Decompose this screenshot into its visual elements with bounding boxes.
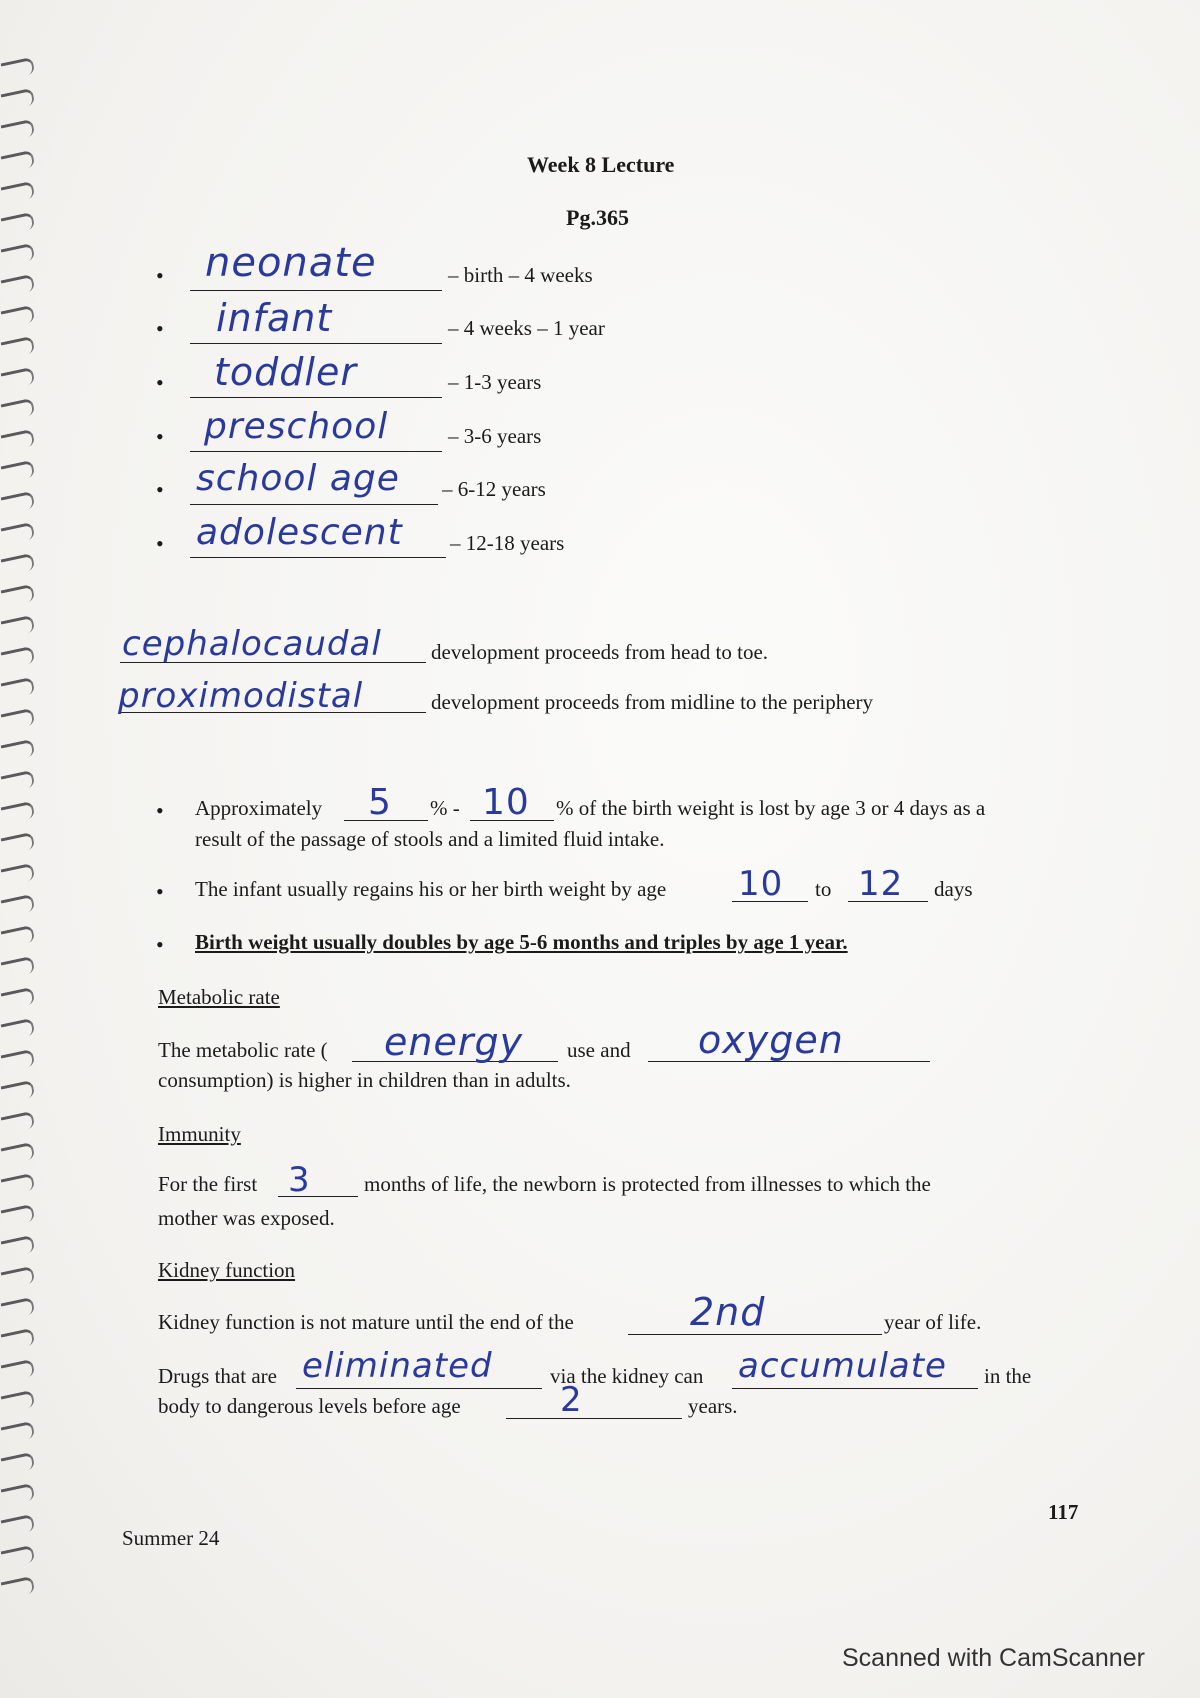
- weight-text: % of the birth weight is lost by age 3 or 4 days as a: [556, 796, 986, 820]
- handwritten-answer: preschool: [204, 406, 389, 447]
- handwritten-answer: 10: [738, 864, 784, 904]
- spiral-ring: [1, 677, 36, 700]
- spiral-ring: [1, 336, 36, 359]
- handwritten-answer: 2nd: [690, 1290, 766, 1334]
- bullet: •: [156, 424, 164, 449]
- immunity-text: For the first: [158, 1172, 258, 1196]
- page-title: Week 8 Lecture: [527, 152, 675, 177]
- spiral-ring: [1, 150, 36, 173]
- page-reference: Pg.365: [566, 205, 629, 230]
- spiral-ring: [1, 584, 36, 607]
- spiral-ring: [1, 1204, 36, 1227]
- answer-blank: [732, 1388, 978, 1389]
- spiral-ring: [1, 1142, 36, 1165]
- age-range: – 6-12 years: [442, 477, 546, 501]
- metabolic-text: The metabolic rate (: [158, 1038, 328, 1062]
- bullet: •: [156, 879, 164, 904]
- answer-blank: [190, 290, 442, 291]
- spiral-ring: [1, 1080, 36, 1103]
- section-heading: Kidney function: [158, 1258, 296, 1282]
- spiral-ring: [1, 1452, 36, 1475]
- kidney-text: Drugs that are: [158, 1364, 277, 1388]
- immunity-text: mother was exposed.: [158, 1206, 335, 1230]
- spiral-ring: [1, 1235, 36, 1258]
- answer-blank: [190, 343, 442, 344]
- spiral-ring: [1, 1514, 36, 1537]
- age-range: – birth – 4 weeks: [448, 263, 593, 287]
- spiral-ring: [1, 956, 36, 979]
- spiral-ring: [1, 1173, 36, 1196]
- spiral-ring: [1, 832, 36, 855]
- spiral-ring: [1, 1111, 36, 1134]
- age-range: – 3-6 years: [448, 424, 542, 448]
- handwritten-answer: neonate: [205, 240, 377, 286]
- handwritten-answer: oxygen: [698, 1018, 844, 1062]
- handwritten-answer: infant: [216, 296, 333, 340]
- answer-blank: [296, 1388, 542, 1389]
- section-heading: Metabolic rate: [158, 985, 280, 1009]
- spiral-ring: [1, 522, 36, 545]
- kidney-text: in the: [984, 1364, 1032, 1388]
- section-heading: Immunity: [158, 1122, 241, 1146]
- handwritten-answer: 3: [288, 1160, 311, 1200]
- spiral-ring: [1, 57, 36, 80]
- handwritten-answer: school age: [196, 458, 400, 499]
- spiral-ring: [1, 1049, 36, 1072]
- handwritten-answer: accumulate: [738, 1346, 947, 1386]
- page-number: 117: [1048, 1500, 1079, 1524]
- spiral-ring: [1, 460, 36, 483]
- bullet: •: [156, 798, 164, 823]
- bullet: •: [156, 477, 164, 502]
- metabolic-text: use and: [567, 1038, 631, 1062]
- spiral-ring: [1, 863, 36, 886]
- metabolic-text: consumption) is higher in children than in adults.: [158, 1068, 571, 1092]
- answer-blank: [506, 1418, 682, 1419]
- handwritten-answer: adolescent: [196, 512, 403, 553]
- bullet: •: [156, 370, 164, 395]
- handwritten-answer: energy: [384, 1020, 524, 1064]
- spiral-ring: [1, 615, 36, 638]
- spiral-ring: [1, 1328, 36, 1351]
- definition-text: development proceeds from head to toe.: [431, 640, 769, 664]
- spiral-ring: [1, 274, 36, 297]
- footer-term: Summer 24: [122, 1526, 220, 1550]
- kidney-text: body to dangerous levels before age: [158, 1394, 461, 1418]
- spiral-ring: [1, 770, 36, 793]
- bullet: •: [156, 932, 164, 957]
- spiral-ring: [1, 367, 36, 390]
- weight-emphasis: Birth weight usually doubles by age 5-6 months and triples by age 1 year.: [195, 930, 848, 954]
- spiral-ring: [1, 739, 36, 762]
- immunity-text: months of life, the newborn is protected from illnesses to which the: [364, 1172, 931, 1196]
- spiral-ring: [1, 1576, 36, 1599]
- spiral-ring: [1, 1421, 36, 1444]
- spiral-ring: [1, 1018, 36, 1041]
- answer-blank: [190, 397, 442, 398]
- spiral-ring: [1, 646, 36, 669]
- bullet: •: [156, 531, 164, 556]
- spiral-ring: [1, 212, 36, 235]
- weight-text: The infant usually regains his or her birth weight by age: [195, 877, 667, 901]
- kidney-text: year of life.: [884, 1310, 982, 1334]
- handwritten-answer: cephalocaudal: [122, 624, 382, 664]
- spiral-ring: [1, 491, 36, 514]
- spiral-ring: [1, 1359, 36, 1382]
- spiral-binding: [0, 60, 40, 1620]
- handwritten-answer: proximodistal: [118, 676, 364, 716]
- bullet: •: [156, 263, 164, 288]
- spiral-ring: [1, 88, 36, 111]
- spiral-ring: [1, 181, 36, 204]
- handwritten-answer: 2: [560, 1380, 583, 1420]
- spiral-ring: [1, 708, 36, 731]
- handwritten-answer: eliminated: [302, 1346, 493, 1386]
- answer-blank: [190, 557, 446, 558]
- spiral-ring: [1, 1297, 36, 1320]
- handwritten-answer: toddler: [214, 350, 357, 394]
- age-range: – 12-18 years: [450, 531, 565, 555]
- answer-blank: [190, 504, 438, 505]
- spiral-ring: [1, 894, 36, 917]
- spiral-ring: [1, 553, 36, 576]
- bullet: •: [156, 316, 164, 341]
- kidney-text: Kidney function is not mature until the end of the: [158, 1310, 574, 1334]
- spiral-ring: [1, 1545, 36, 1568]
- handwritten-answer: 5: [368, 782, 392, 823]
- age-range: – 1-3 years: [448, 370, 542, 394]
- spiral-ring: [1, 243, 36, 266]
- kidney-text: via the kidney can: [550, 1364, 704, 1388]
- kidney-text: years.: [688, 1394, 738, 1418]
- spiral-ring: [1, 1483, 36, 1506]
- definition-text: development proceeds from midline to the periphery: [431, 690, 874, 714]
- spiral-ring: [1, 987, 36, 1010]
- spiral-ring: [1, 1266, 36, 1289]
- answer-blank: [628, 1334, 882, 1335]
- spiral-ring: [1, 398, 36, 421]
- spiral-ring: [1, 119, 36, 142]
- handwritten-answer: 10: [482, 782, 530, 823]
- spiral-ring: [1, 1390, 36, 1413]
- weight-text: % -: [430, 796, 460, 820]
- spiral-ring: [1, 429, 36, 452]
- age-range: – 4 weeks – 1 year: [448, 316, 605, 340]
- weight-text: days: [934, 877, 973, 901]
- scan-watermark: Scanned with CamScanner: [842, 1644, 1145, 1672]
- weight-text: Approximately: [195, 796, 323, 820]
- answer-blank: [190, 451, 442, 452]
- weight-text: to: [815, 877, 832, 901]
- handwritten-answer: 12: [858, 864, 904, 904]
- spiral-ring: [1, 925, 36, 948]
- weight-text: result of the passage of stools and a limited fluid intake.: [195, 827, 665, 851]
- spiral-ring: [1, 801, 36, 824]
- spiral-ring: [1, 305, 36, 328]
